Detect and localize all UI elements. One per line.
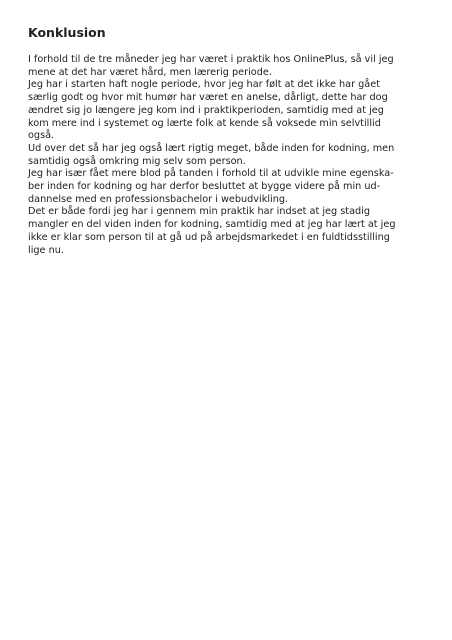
text-line: dannelse med en professionsbachelor i webudvikling. — [28, 193, 289, 205]
section-heading: Konklusion — [28, 25, 106, 40]
text-line: kom mere ind i systemet og lærte folk at kende så voksede min selvtillid — [28, 117, 381, 129]
text-line: I forhold til de tre måneder jeg har været i praktik hos OnlinePlus, så vil jeg — [28, 54, 394, 65]
text-line: særlig godt og hvor mit humør har været en anelse, dårligt, dette har dog — [28, 92, 388, 104]
text-line: samtidig også omkring mig selv som person. — [28, 155, 246, 167]
text-line: ber inden for kodning og har derfor besluttet at bygge videre på min ud- — [28, 181, 381, 193]
text-line: Ud over det så har jeg også lært rigtig meget, både inden for kodning, men — [28, 142, 395, 154]
text-line: lige nu. — [28, 244, 64, 256]
text-line: også. — [28, 130, 55, 142]
body-text — [28, 54, 432, 257]
text-line: Det er både fordi jeg har i gennem min praktik har indset at jeg stadig — [28, 206, 370, 218]
text-line: Jeg har især fået mere blod på tanden i forhold til at udvikle mine egenska- — [28, 168, 394, 180]
text-line: ikke er klar som person til at gå ud på arbejdsmarkedet i en fuldtidsstilling — [28, 231, 390, 243]
text-line: Jeg har i starten haft nogle periode, hvor jeg har følt at det ikke har gået — [28, 79, 380, 91]
text-line: ændret sig jo længere jeg kom ind i praktikperioden, samtidig med at jeg — [28, 104, 384, 116]
text-line: mene at det har været hård, men lærerig periode. — [28, 66, 272, 78]
text-line: mangler en del viden inden for kodning, samtidig med at jeg har lært at jeg — [28, 219, 396, 231]
